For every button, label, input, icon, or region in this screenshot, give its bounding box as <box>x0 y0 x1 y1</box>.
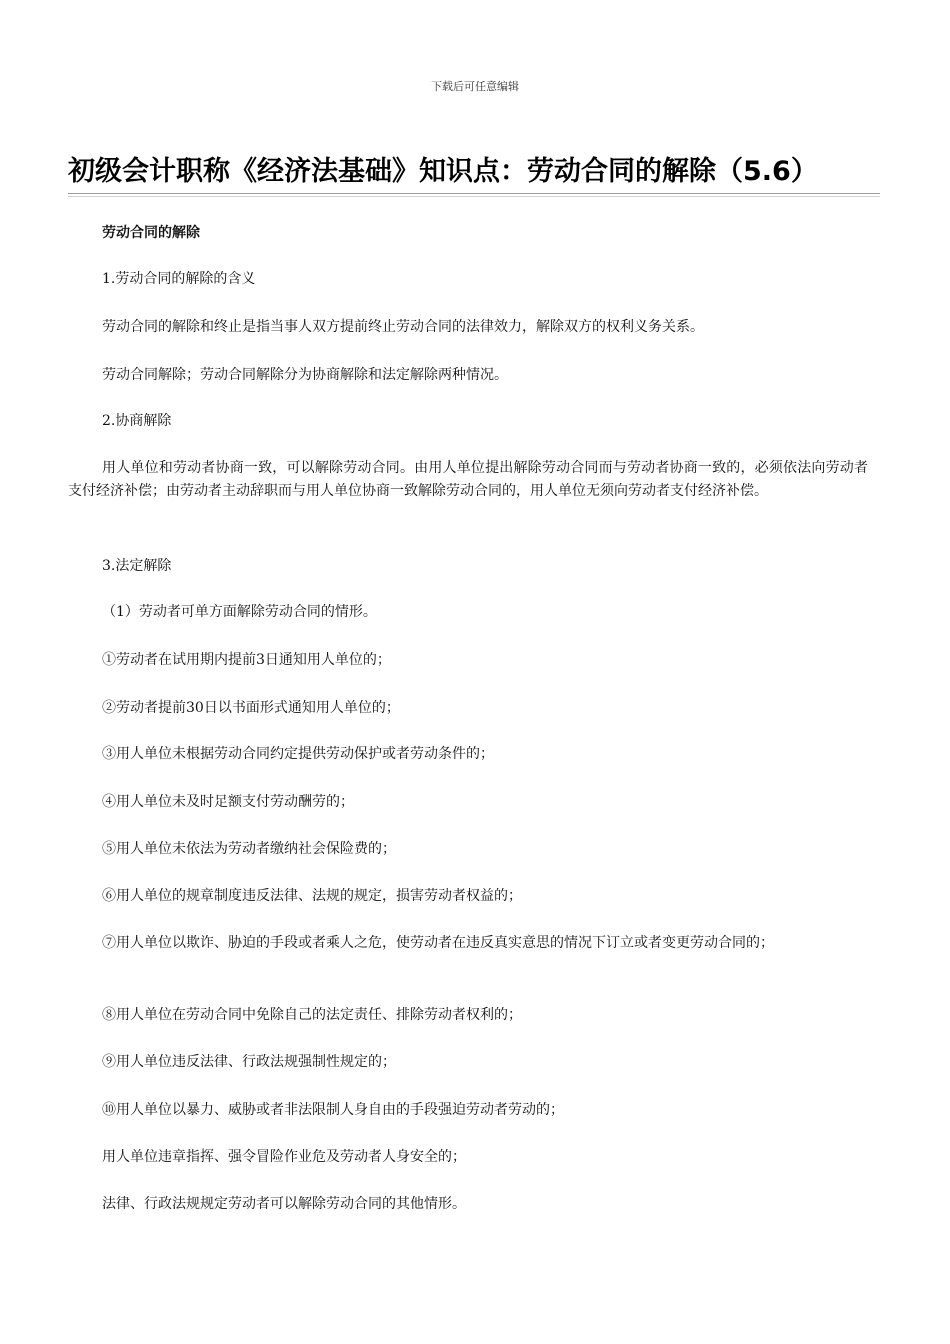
subheading-statutory: 3.法定解除 <box>102 558 172 574</box>
subheading-meaning: 1.劳动合同的解除的含义 <box>102 271 256 287</box>
paragraph: 劳动合同解除；劳动合同解除分为协商解除和法定解除两种情况。 <box>102 367 508 383</box>
subheading-negotiated: 2.协商解除 <box>102 413 172 429</box>
list-item: ①劳动者在试用期内提前3日通知用人单位的； <box>102 652 391 668</box>
section-heading: 劳动合同的解除 <box>102 225 200 241</box>
title-divider <box>68 193 880 197</box>
list-item: 用人单位违章指挥、强令冒险作业危及劳动者人身安全的； <box>102 1149 466 1165</box>
list-item: ⑧用人单位在劳动合同中免除自己的法定责任、排除劳动者权利的； <box>102 1007 522 1023</box>
paragraph: 劳动合同的解除和终止是指当事人双方提前终止劳动合同的法律效力，解除双方的权利义务关系。 <box>102 319 704 335</box>
list-item: ④用人单位未及时足额支付劳动酬劳的； <box>102 794 354 810</box>
list-item: ⑥用人单位的规章制度违反法律、法规的规定，损害劳动者权益的； <box>102 888 522 904</box>
paragraph: 用人单位和劳动者协商一致，可以解除劳动合同。由用人单位提出解除劳动合同而与劳动者协商一致的，必须依法向劳动者支付经济补偿；由劳动者主动辞职而与用人单位协商一致解除劳动合同的，用人单位无须向劳动者支付经济补偿。 <box>68 460 868 499</box>
document-title: 初级会计职称《经济法基础》知识点：劳动合同的解除（5.6） <box>68 156 818 187</box>
list-heading: （1）劳动者可单方面解除劳动合同的情形。 <box>102 604 377 620</box>
list-item: ⑩用人单位以暴力、威胁或者非法限制人身自由的手段强迫劳动者劳动的； <box>102 1102 564 1118</box>
list-item: ⑦用人单位以欺诈、胁迫的手段或者乘人之危，使劳动者在违反真实意思的情况下订立或者变更劳动合同的； <box>102 935 774 951</box>
page-header-note: 下载后可任意编辑 <box>431 80 519 93</box>
list-item: ③用人单位未根据劳动合同约定提供劳动保护或者劳动条件的； <box>102 746 494 762</box>
list-item: 法律、行政法规规定劳动者可以解除劳动合同的其他情形。 <box>102 1196 466 1212</box>
list-item: ②劳动者提前30日以书面形式通知用人单位的； <box>102 700 400 716</box>
list-item: ⑨用人单位违反法律、行政法规强制性规定的； <box>102 1054 396 1070</box>
list-item: ⑤用人单位未依法为劳动者缴纳社会保险费的； <box>102 841 396 857</box>
